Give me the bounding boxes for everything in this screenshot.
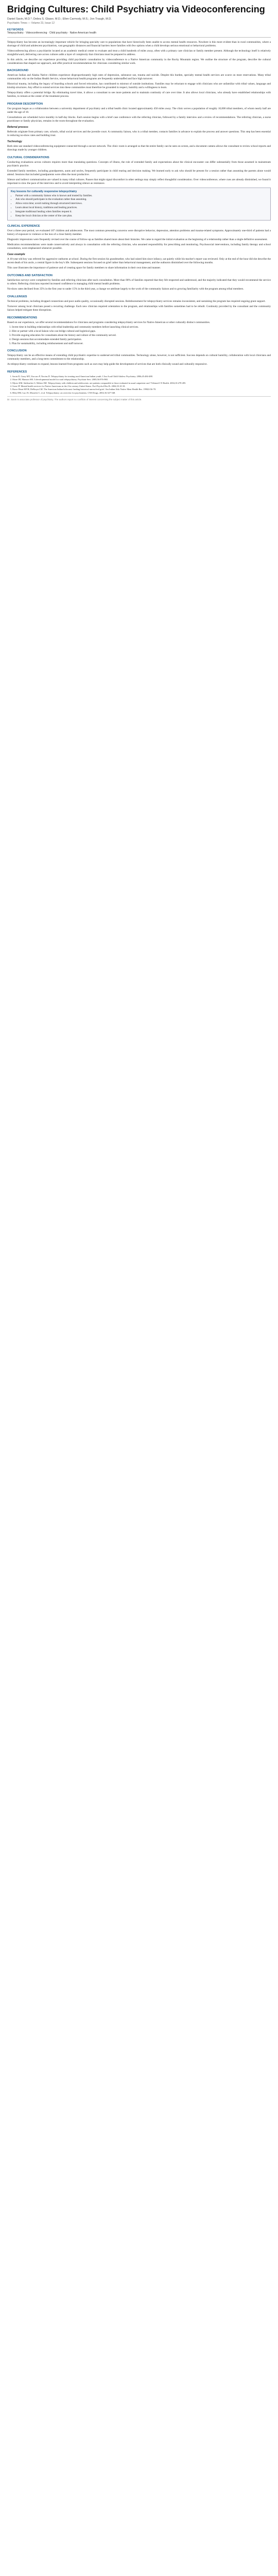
paragraph: Telepsychiatry can be an effective means of extending child psychiatric expertise to underserved tribal communities. Technology alone, however, is not sufficient. Success depends on cultural humility, collaboration with local clinicians and community members, and a long-term commitment to the relationship.: [7, 354, 271, 361]
keywords-label: KEYWORDS: [7, 28, 24, 31]
paragraph: Over a three-year period, we evaluated 187 children and adolescents. The most common presenting concerns were disruptive behavior, depression, attention problems and trauma-related symptoms. Approximately one-third of patients had a history of exposure to violence or the loss of a close family member.: [7, 229, 271, 236]
section-heading: CULTURAL CONSIDERATIONS: [7, 156, 49, 160]
article: [0, 0, 278, 406]
sidebar-box: [7, 188, 271, 221]
keywords: Telepsychiatry · Videoconferencing · Child psychiatry · Native American health: [7, 31, 97, 35]
section: [7, 274, 271, 291]
box-list-item: • Integrate traditional healing when families request it.: [15, 210, 267, 214]
section: [7, 102, 271, 152]
subsection-heading: Referral process: [7, 125, 28, 129]
paragraph: Both sites use standard videoconferencing equipment connected through a secure network. The clinic room is arranged so that the entire family can be seen on screen, and a document camera allows the consultant to review school reports and drawings made by younger children.: [7, 145, 271, 152]
intro-paragraph: Videoconferencing allows a psychiatrist located at an academic medical center to evaluate and treat a child hundreds of miles away, often with a primary care clinician or family member present. Although the technology itself is relatively straightforward, delivering care across cultures adds a layer of complexity that clinicians must be prepared to address.: [7, 49, 271, 56]
section: [7, 295, 271, 312]
box-title: Key lessons for culturally responsive telepsychiatry: [11, 190, 77, 193]
intro-paragraph: Telepsychiatry has become an increasingly important vehicle for bringing specialty care to populations that have historically been unable to access mental health resources. Nowhere is this more evident than in rural communities, where a shortage of child and adolescent psychiatrists, vast geographic distances and financial barriers leave families with few options when a child develops serious emotional or behavioral problems.: [7, 41, 271, 47]
box-list-item: • Learn about local history, traditions and healing practices.: [15, 206, 267, 210]
paragraph: Extended family members, including grandparents, aunts and uncles, frequently participate in child rearing and decision making. We learned early to ask who should be present for a session rather than assuming the parents alone would attend. Sessions that included grandparents were often the most productive.: [7, 169, 271, 176]
section-heading: PROGRAM DESCRIPTION: [7, 102, 43, 106]
section-heading: CLINICAL EXPERIENCE: [7, 225, 40, 228]
subsection-heading: Case example: [7, 252, 25, 256]
reference-list: [7, 375, 271, 394]
paragraph: Silence and indirect communication are valued in many tribal cultures. Pauses that might signal discomfort in other settings may simply reflect thoughtful consideration. Over videoconference, where cues are already diminished, we found it important to slow the pace of the interview and to avoid interpreting silence as resistance.: [7, 178, 271, 185]
paragraph: Based on our experience, we offer several recommendations for clinicians and programs considering telepsychiatry services for Native American or other culturally distinct communities.: [7, 320, 211, 324]
box-list-item: • Partner with a community liaison who is known and trusted by families.: [15, 194, 267, 198]
paragraph: American Indian and Alaska Native children experience disproportionately high rates of depression, substance use, trauma and suicide. Despite this burden, specialty mental health services are scarce on most reservations. Many tribal communities rely on the Indian Health Service, whose behavioral health programs are frequently understaffed and face high turnover.: [7, 74, 271, 81]
paragraph: This case illustrates the importance of patience and of creating space for family members to share information in their own time and manner.: [7, 266, 161, 270]
section-heading: OUTCOMES AND SATISFACTION: [7, 274, 53, 278]
intro: [7, 41, 271, 65]
section: [7, 316, 271, 346]
paragraph: Telepsychiatry offers a potential bridge. By eliminating travel time, it allows a consultant to see more patients and to maintain continuity of care over time. It also allows local clinicians, who already have established relationships with families, to remain at the center of the treatment process.: [7, 91, 271, 98]
paragraph: Turnover among local clinicians posed a recurring challenge. Each new clinician required orientation to the program, and relationships with families sometimes had to be rebuilt. Continuity provided by the consultant and the community liaison helped mitigate these disruptions.: [7, 304, 271, 312]
recommendation-item: 4. Design sessions that accommodate extended family participation.: [12, 338, 271, 342]
section: [7, 224, 271, 270]
section-heading: CONCLUSION: [7, 349, 27, 353]
intro-paragraph: In this article, we describe our experience providing child psychiatric consultation by videoconference to a Native American community in the Rocky Mountain region. We outline the structure of the program, describe the cultural considerations that shaped our approach, and offer practical recommendations for clinicians considering similar work.: [7, 58, 271, 65]
paragraph: Referrals originate from primary care, schools, tribal social services and the juvenile court. A community liaison, who is a tribal member, contacts families in advance to explain the process and answer questions. This step has been essential in reducing no-show rates and building trust.: [7, 130, 271, 137]
recommendation-item: 3. Provide ongoing education for consultants about the history and culture of the community served.: [12, 334, 271, 337]
recommendation-list: [7, 326, 271, 345]
section: [7, 156, 271, 221]
journal-line: Psychiatric Times — Volume 23, Issue 12: [7, 22, 55, 25]
article-title: Bridging Cultures: Child Psychiatry via Videoconferencing: [7, 4, 265, 14]
paragraph: Historical trauma, including the legacy of boarding schools and forced relocation, has contributed to mistrust of outside institutions. Families may be reluctant to engage with clinicians who are unfamiliar with tribal values, language and kinship structures. Any effort to extend services into these communities must therefore be grounded in respect, humility and a willingness to learn.: [7, 82, 271, 90]
box-list-item: • Allow extra time; avoid rushing through structured interviews.: [15, 202, 267, 206]
paragraph: As telepsychiatry continues to expand, lessons learned from programs such as ours may help guide the development of services that are both clinically sound and culturally responsive.: [7, 363, 207, 366]
section: [7, 69, 271, 98]
reference-item: 1. Savin D, Garry MT, Zuccaro P, Novins D. Telepsychiatry for treating rural American Indian youth. J Am Acad Child Adolesc Psychiatry. 2006;45:484-488.: [12, 375, 271, 378]
paragraph: Consultations are scheduled twice monthly in half-day blocks. Each session begins with a brief case conference with the referring clinician, followed by a family interview and a review of recommendations. The referring clinician, a nurse practitioner or family physician, remains in the room throughout the evaluation.: [7, 115, 271, 123]
reference-item: 3. Myers KM, Sulzbacher S, Melzer SM. Telepsychiatry with children and adolescents: are patients comparable to those evaluated in usual outpatient care? Telemed J E Health. 2004;10:278-285.: [12, 382, 271, 385]
footer-note: Dr. Savin is associate professor of psychiatry. The authors report no conflicts of interest concerning the subject matter of this article.: [7, 396, 271, 401]
paragraph: Conducting evaluations across cultures requires more than translating questions. Concepts of illness, the role of extended family and expectations about the clinical encounter can differ substantially from those assumed in mainstream psychiatric practice.: [7, 161, 271, 168]
paragraph: Our program began as a collaboration between a university department of psychiatry and a tribal health clinic located approximately 450 miles away. The clinic serves a population of roughly 10,000 tribal members, of whom nearly half are under the age of 18.: [7, 107, 271, 114]
paragraph: Satisfaction surveys were completed by families and referring clinicians after each consultation. More than 90% of families reported that they felt respected and understood, and the majority indicated that they would recommend the service to others. Referring clinicians reported increased confidence in managing child mental health problems.: [7, 279, 271, 285]
section-heading: RECOMMENDATIONS: [7, 316, 38, 319]
paragraph: Technical problems, including dropped connections and poor audio quality, occasionally disrupted sessions. Reimbursement for telepsychiatry services remains inconsistent, and sustaining the program has required ongoing grant support.: [7, 299, 266, 303]
reference-item: 5. Brave Heart MYH, DeBruyn LM. The American Indian holocaust: healing historical unresolved grief. Am Indian Alsk Native Ment Health Res. 1998;8:56-78.: [12, 388, 271, 391]
divider: [7, 37, 271, 38]
box-list: [11, 194, 267, 218]
reference-item: 6. Hilty DM, Luo JS, Morache C, et al. Telepsychiatry: an overview for psychiatrists. CNS Drugs. 2002;16:527-548.: [12, 392, 271, 395]
reference-item: 2. Shore JH, Manson SM. A developmental model for rural telepsychiatry. Psychiatr Serv. 2005;56:976-980.: [12, 378, 271, 381]
section-heading: CHALLENGES: [7, 295, 27, 298]
recommendation-item: 2. Hire or partner with a local liaison who can bridge cultural and logistical gaps.: [12, 330, 271, 333]
paragraph: Diagnostic impressions were frequently revised over the course of follow-up as families shared more about their histories. We came to regard the initial evaluation as the beginning of a relationship rather than a single definitive assessment.: [7, 238, 268, 242]
box-list-item: • Ask who should participate in the evaluation rather than assuming.: [15, 198, 267, 201]
recommendation-item: 1. Invest time in building relationships with tribal leadership and community members before launching clinical services.: [12, 326, 271, 329]
box-list-item: • Keep the local clinician at the center of the care plan.: [15, 214, 267, 218]
author-line: Daniel Savin, M.D.*; Debra S. Glaser, M.D.; Ellen Carmody, M.S.; Jon Traugh, M.D.: [7, 18, 112, 21]
reference-item: 4. Gone JP. Mental health services for Native Americans in the 21st century United States. Prof Psychol Res Pr. 2004;35:10-18.: [12, 385, 271, 388]
paragraph: No-show rates declined from 35% in the first year to under 15% in the third year, a change we attribute largely to the work of the community liaison and to growing familiarity with the program among tribal members.: [7, 287, 244, 291]
sections: [7, 69, 271, 366]
references-heading: REFERENCES: [7, 370, 27, 374]
subsection-heading: Technology: [7, 140, 22, 143]
paragraph: Medication recommendations were made conservatively and always in consultation with the referring clinician, who assumed responsibility for prescribing and monitoring. Psychosocial interventions, including family therapy and school consultation, were emphasized whenever possible.: [7, 243, 271, 250]
recommendation-item: 5. Plan for sustainability, including reimbursement and staff turnover.: [12, 342, 271, 346]
section-heading: BACKGROUND: [7, 69, 29, 73]
section: [7, 349, 271, 366]
paragraph: A 10-year-old boy was referred for aggressive outbursts at school. During the first session his grandmother, who had raised him since infancy, sat quietly while his teacher's report was reviewed. Only at the end of the hour did she describe the recent death of his uncle, a central figure in the boy's life. Subsequent sessions focused on grief rather than behavioral management, and the outbursts diminished over the following months.: [7, 258, 271, 265]
